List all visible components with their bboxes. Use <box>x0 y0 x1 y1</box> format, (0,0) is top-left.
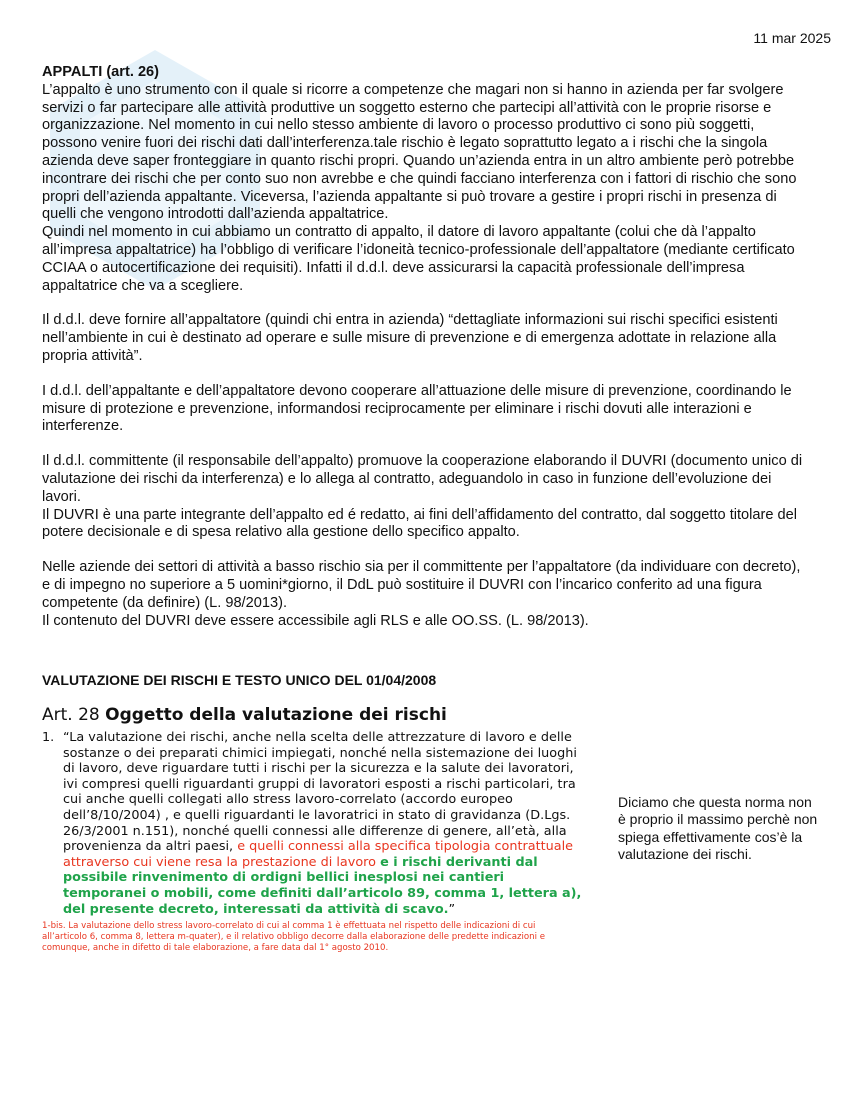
article-prefix: Art. 28 <box>42 705 100 725</box>
paragraph: Il contenuto del DUVRI deve essere accessibile agli RLS e alle OO.SS. (L. 98/2013). <box>42 612 589 629</box>
paragraph: Il d.d.l. deve fornire all’appaltatore (quindi chi entra in azienda) “dettagliate informazioni sui rischi specifici esistenti nell’ambiente in cui è destinato ad operare e sulle misure di prevenzione e di emergenza adottate in relazione alla propria attività”. <box>42 312 778 364</box>
side-note: Diciamo che questa norma non è proprio il massimo perchè non spiega effettivamente cos’è la valutazione dei rischi. <box>618 794 818 863</box>
article-text-green: e i rischi derivanti dal possibile rinvenimento di ordigni bellici inesplosi nei cantieri temporanei o mobili, come definiti dall’articolo 89, comma 1, lettera a), del presente decreto, interessati da attività di scavo. <box>63 854 582 917</box>
article-heading: Oggetto della valutazione dei rischi <box>105 705 447 725</box>
paragraph: Il d.d.l. committente (il responsabile dell’appalto) promuove la cooperazione elaborando il DUVRI (documento unico di valutazione dei rischi da interferenza) e lo allega al contratto, adeguandolo in caso in funzione dell’evoluzione dei lavori. <box>42 453 803 505</box>
paragraph: Nelle aziende dei settori di attività a basso rischio sia per il committente per l’appaltatore (da individuare con decreto), e di impegno no superiore a 5 uomini*giorno, il DdL può sostituire il DUVRI con l’incarico conferito ad una figura competente (da definire) (L. 98/2013). <box>42 559 801 611</box>
article-text-red: e quelli connessi alla specifica tipologia contrattuale attraverso cui viene resa la prestazione di lavoro <box>63 839 574 870</box>
article-title <box>42 704 582 726</box>
article-text: “La valutazione dei rischi, anche nella scelta delle attrezzature di lavoro e delle sostanze o dei preparati chimici impiegati, nonché nella sistemazione dei luoghi di lavoro, deve riguardare tutti i rischi per la sicurezza e la salute dei lavoratori, ivi compresi quelli riguardanti gruppi di lavoratori esposti a rischi particolari, tra cui anche quelli collegati allo stress lavoro-correlato (accordo europeo dell’8/10/2004) , e quelli riguardanti le lavoratrici in stato di gravidanza (D.Lgs. 26/3/2001 n.151), nonché quelli connessi alle differenze di genere, all’età, alla provenienza da altri paesi, <box>63 730 577 855</box>
page-date: 11 mar 2025 <box>753 30 831 46</box>
paragraph: I d.d.l. dell’appaltante e dell’appaltatore devono cooperare all’attuazione delle misure di prevenzione, coordinando le misure di protezione e prevenzione, informandosi reciprocamente per eliminare i rischi dovuti alle interazioni e interferenze. <box>42 382 792 435</box>
article-text-close: ” <box>448 901 456 917</box>
paragraph: L’appalto è uno strumento con il quale si ricorre a competenze che magari non si hanno in azienda per far svolgere servizi o far partecipare alle attività produttive un soggetto esterno che partecipi all’attività con le proprie risorse e organizzazione. Nel momento in cui nello stesso ambiente di lavoro o processo produttivo ci sono più soggetti, possono venire fuori dei rischi dati dall’interferenza.tale rischio è legato soprattutto legato a i rischi che la singola azienda deve saper fronteggiare in quanto rischi propri. Quando un’azienda entra in un altro ambiente però potrebbe incontrare dei rischi che per conto suo non avrebbe e che quindi facciano interferenza con i fattori di rischio che sono propri dell’azienda appaltante. Viceversa, l’azienda appaltante si può trovare a gestire i propri rischi in presenza di quelli che vengono introdotti dall’azienda appaltatrice. <box>42 81 797 223</box>
article-number: 1. <box>42 730 55 745</box>
article-excerpt <box>42 704 582 954</box>
paragraph: Quindi nel momento in cui abbiamo un contratto di appalto, il datore di lavoro appaltante (colui che dà l’appalto all’impresa appaltatrice) ha l’obbligo di verificare l’idoneità tecnico-professionale dell’appaltatore (mediante certificato CCIAA o autocertificazione dei requisiti). Infatti il d.d.l. deve assicurarsi la capacità professionale dell’impresa appaltatrice che va a scegliere. <box>42 224 795 294</box>
section-title-appalti: APPALTI (art. 26) <box>42 64 160 80</box>
section-appalti <box>42 64 812 630</box>
article-bis-note: 1-bis. La valutazione dello stress lavoro-correlato di cui al comma 1 è effettuata nel rispetto delle indicazioni di cui all’articolo 6, comma 8, lettera m-quater), e il relativo obbligo decorre dalla elaborazione delle predette indicazioni e comunque, anche in difetto di tale elaborazione, a fare data dal 1° agosto 2010. <box>42 921 546 954</box>
section-title-valutazione: VALUTAZIONE DEI RISCHI E TESTO UNICO DEL 01/04/2008 <box>42 672 437 688</box>
article-body <box>42 730 582 917</box>
paragraph: Il DUVRI è una parte integrante dell’appalto ed é redatto, ai fini dell’affidamento del contratto, dal soggetto titolare del potere decisionale e di spesa relativo alla gestione dello specifico appalto. <box>42 506 798 541</box>
